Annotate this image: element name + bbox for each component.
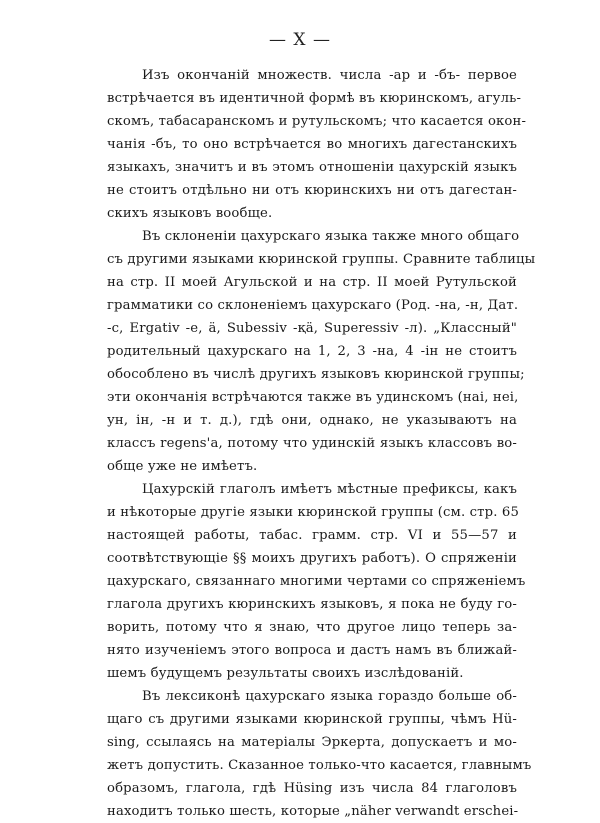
text-line: скомъ, табасаранскомъ и рутульскомъ; что касается окон- [107, 114, 527, 129]
text-line: языкахъ, значитъ и въ этомъ отношеніи цахурскій языкъ [107, 160, 517, 175]
text-line: соотвѣтствующіе §§ моихъ другихъ работъ). О спряженіи [107, 551, 517, 566]
text-line: настоящей работы, табас. грамм. стр. VI и 55—57 и [107, 528, 517, 543]
page-number: — X — [269, 30, 331, 50]
text-line: грамматики со склоненіемъ цахурскаго (Род. -на, -н, Дат. [107, 298, 519, 313]
text-line: ворить, потому что я знаю, что другое лицо теперь за- [107, 620, 517, 635]
paragraph-3 [107, 478, 526, 685]
text-line: Въ лексиконѣ цахурскаго языка гораздо больше об- [142, 689, 517, 704]
text-line: образомъ, глагола, гдѣ Hüsing изъ числа 84 глаголовъ [107, 781, 517, 796]
text-line: sing, ссылаясь на матеріалы Эркерта, допускаетъ и мо- [107, 735, 517, 750]
text-line: Цахурскій глаголъ имѣетъ мѣстные префиксы, какъ [142, 482, 517, 497]
text-line: классъ regens'а, потому что удинскій языкъ классовъ во- [107, 436, 517, 451]
text-line: чанія -бъ, то оно встрѣчается во многихъ дагестанскихъ [107, 137, 517, 152]
text-line: ун, ін, -н и т. д.), гдѣ они, однако, не указываютъ на [107, 413, 517, 428]
text-line: Въ склоненіи цахурскаго языка также много общаго [142, 229, 520, 244]
text-line: глагола другихъ кюринскихъ языковъ, я пока не буду го- [107, 597, 517, 612]
text-line: Изъ окончаній множеств. числа -ар и -бъ- первое [142, 68, 517, 83]
text-line: шемъ будущемъ результаты своихъ изслѣдованій. [107, 666, 464, 681]
text-line: обще уже не имѣетъ. [107, 459, 258, 474]
paragraph-1 [107, 64, 527, 225]
paragraph-2 [107, 225, 536, 478]
text-line: -с, Ergativ -е, ä, Subessiv -қä, Superessiv -л). „Классный" [107, 321, 517, 336]
text-line: на стр. II моей Агульской и на стр. II моей Рутульской [107, 275, 517, 290]
text-line: родительный цахурскаго на 1, 2, 3 -на, 4 -ін не стоитъ [107, 344, 517, 359]
text-line: цахурскаго, связаннаго многими чертами со спряженіемъ [107, 574, 526, 589]
text-line: нято изученіемъ этого вопроса и дастъ намъ въ ближай- [107, 643, 517, 658]
text-line: находитъ только шесть, которые „näher verwandt erschei- [107, 804, 519, 819]
text-line: щаго съ другими языками кюринской группы, чѣмъ Hü- [107, 712, 517, 727]
text-line: эти окончанія встрѣчаются также въ удинскомъ (наі, неі, [107, 390, 519, 405]
text-line: обособлено въ числѣ другихъ языковъ кюринской группы; [107, 367, 525, 382]
text-line: съ другими языками кюринской группы. Сравните таблицы [107, 252, 536, 267]
paragraph-4 [107, 685, 532, 823]
text-line: и нѣкоторые другіе языки кюринской группы (см. стр. 65 [107, 505, 519, 520]
text-line: встрѣчается въ идентичной формѣ въ кюринскомъ, агуль- [107, 91, 522, 106]
body-text [107, 64, 536, 823]
text-line: жетъ допустить. Сказанное только-что касается, главнымъ [107, 758, 532, 773]
text-line: не стоитъ отдѣльно ни отъ кюринскихъ ни отъ дагестан- [107, 183, 517, 198]
text-line: скихъ языковъ вообще. [107, 206, 273, 221]
